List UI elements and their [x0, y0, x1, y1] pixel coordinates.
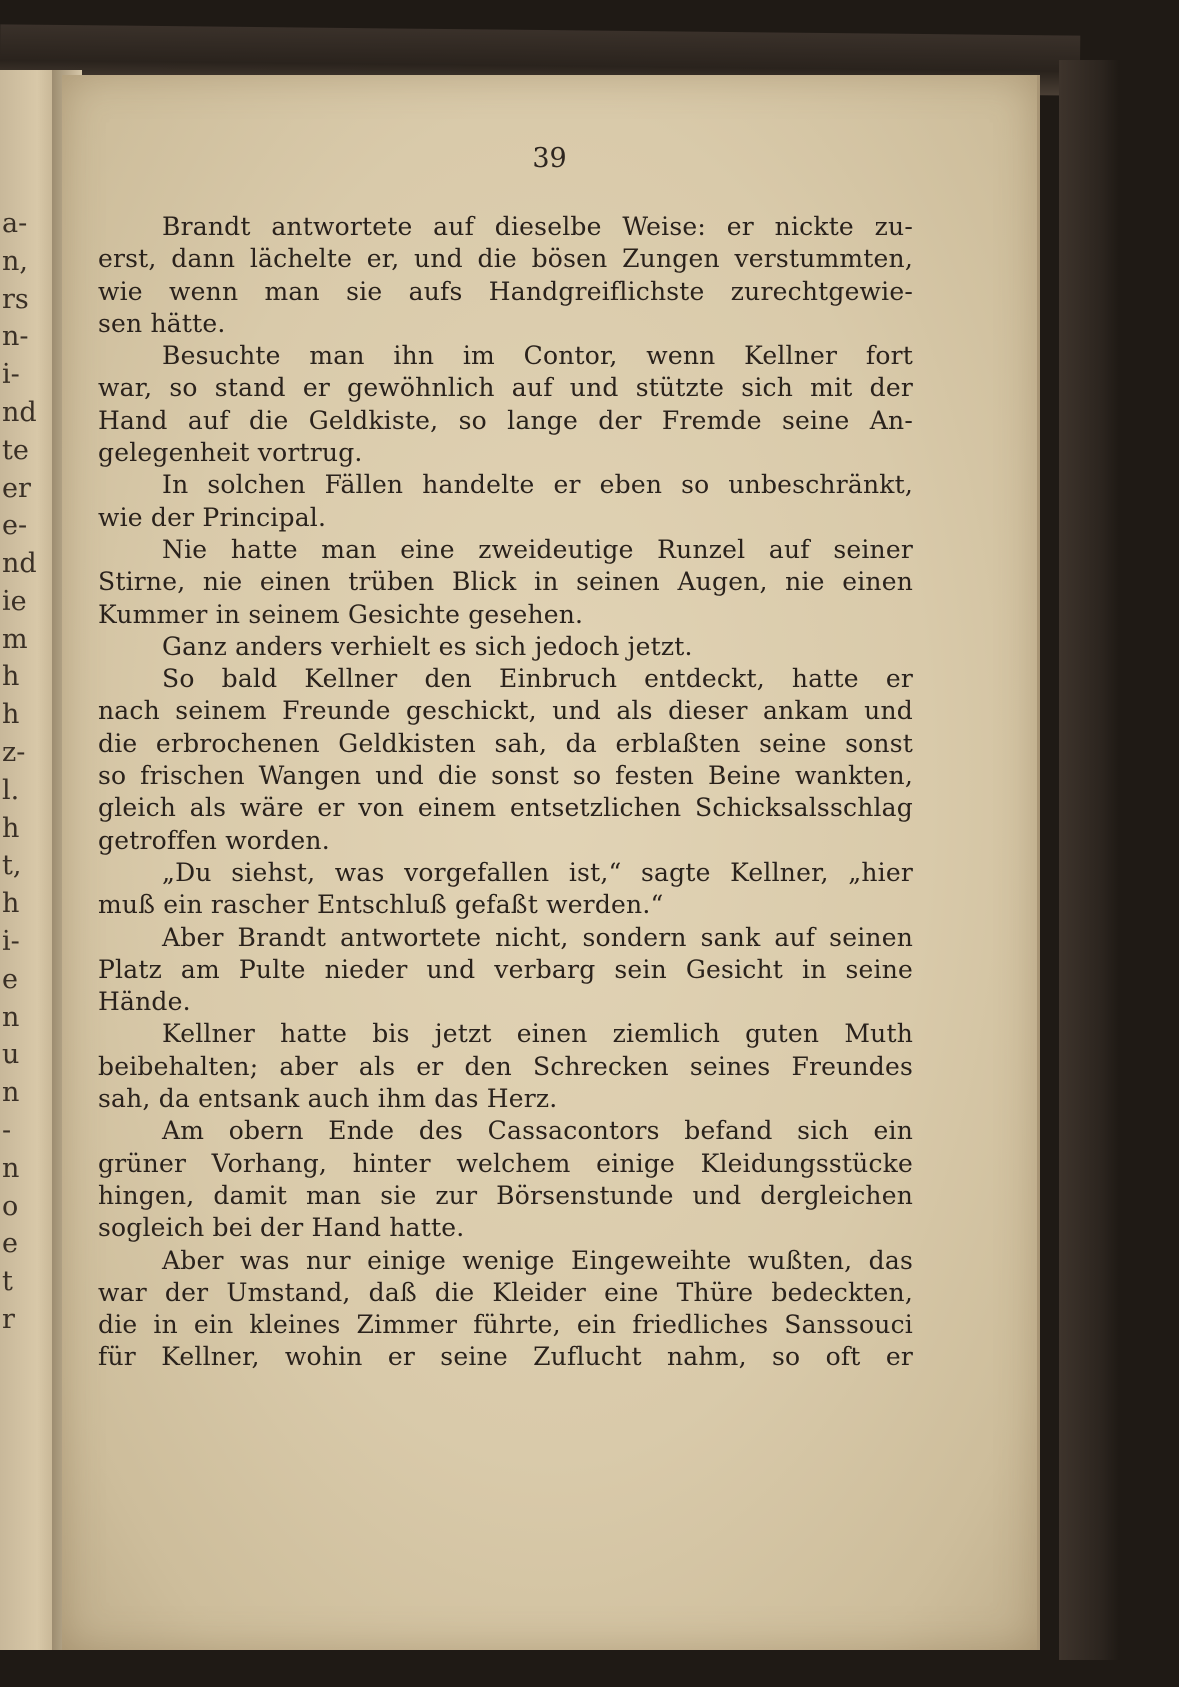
text-line: beibehalten; aber als er den Schrecken seines Freundes: [98, 1051, 913, 1081]
previous-page-fragment: ie: [2, 585, 27, 617]
text-line: sah, da entsank auch ihm das Herz.: [98, 1084, 558, 1114]
book-page: [62, 75, 1040, 1650]
text-line: Stirne, nie einen trüben Blick in seinen Augen, nie einen: [98, 567, 913, 597]
text-line: Kellner hatte bis jetzt einen ziemlich guten Muth: [162, 1019, 913, 1049]
text-line: sogleich bei der Hand hatte.: [98, 1213, 465, 1243]
previous-page-fragment: n: [2, 1077, 20, 1109]
previous-page-fragment: te: [2, 434, 29, 466]
text-line: hingen, damit man sie zur Börsenstunde und dergleichen: [98, 1180, 913, 1210]
text-line: die erbrochenen Geldkisten sah, da erblaßten seine sonst: [98, 728, 913, 758]
text-line: war, so stand er gewöhnlich auf und stützte sich mit der: [98, 373, 913, 403]
text-line: wie wenn man sie aufs Handgreiflichste zurechtgewie-: [98, 276, 913, 306]
text-line: Platz am Pulte nieder und verbarg sein Gesicht in seine: [98, 954, 913, 984]
text-line: Am obern Ende des Cassacontors befand sich ein: [162, 1116, 913, 1146]
text-line: getroffen worden.: [98, 825, 330, 855]
previous-page-fragment: z-: [2, 737, 26, 769]
previous-page-fragment: n: [2, 1152, 20, 1184]
previous-page-fragment: i-: [2, 926, 20, 958]
previous-page-fragment: h: [2, 661, 20, 693]
previous-page-fragment: t: [2, 1266, 13, 1298]
previous-page-fragment: r: [2, 1303, 15, 1335]
previous-page-fragment: -: [2, 1114, 12, 1146]
book-cover-right-edge: [1059, 60, 1119, 1660]
text-line: Kummer in seinem Gesichte gesehen.: [98, 599, 584, 629]
text-line: sen hätte.: [98, 308, 226, 338]
previous-page-fragment: l.: [2, 774, 20, 806]
text-line: grüner Vorhang, hinter welchem einige Kleidungsstücke: [98, 1148, 913, 1178]
previous-page-fragment: i-: [2, 359, 20, 391]
text-line: so frischen Wangen und die sonst so festen Beine wankten,: [98, 761, 913, 791]
previous-page-fragment: e-: [2, 510, 28, 542]
text-line: wie der Principal.: [98, 502, 327, 532]
text-line: muß ein rascher Entschluß gefaßt werden.“: [98, 890, 664, 920]
previous-page-fragment: rs: [2, 283, 29, 315]
previous-page-fragment: n-: [2, 321, 29, 353]
text-line: für Kellner, wohin er seine Zuflucht nahm, so oft er: [98, 1342, 913, 1372]
page-text: [98, 211, 913, 1374]
text-line: Hände.: [98, 987, 191, 1017]
previous-page-fragment: e: [2, 963, 18, 995]
text-line: Aber Brandt antwortete nicht, sondern sank auf seinen: [162, 922, 913, 952]
previous-page-fragment: nd: [2, 396, 37, 428]
text-line: In solchen Fällen handelte er eben so unbeschränkt,: [162, 470, 913, 500]
previous-page-fragment: t,: [2, 850, 22, 882]
text-line: Aber was nur einige wenige Eingeweihte wußten, das: [162, 1245, 913, 1275]
text-line: Besuchte man ihn im Contor, wenn Kellner fort: [162, 341, 913, 371]
text-line: nach seinem Freunde geschickt, und als dieser ankam und: [98, 696, 913, 726]
previous-page-fragment: a-: [2, 208, 28, 239]
text-line: war der Umstand, daß die Kleider eine Thüre bedeckten,: [98, 1277, 913, 1307]
previous-page-fragment: o: [2, 1190, 19, 1222]
text-line: „Du siehst, was vorgefallen ist,“ sagte Kellner, „hier: [162, 857, 913, 887]
previous-page-fragment: h: [2, 812, 20, 844]
previous-page-fragment: n: [2, 1001, 20, 1033]
previous-page-fragment: er: [2, 472, 31, 504]
previous-page-fragment: h: [2, 699, 20, 731]
previous-page-fragment: nd: [2, 548, 37, 580]
previous-page-fragment: h: [2, 888, 20, 920]
text-line: Hand auf die Geldkiste, so lange der Fremde seine An-: [98, 405, 913, 435]
text-line: Nie hatte man eine zweideutige Runzel auf seiner: [162, 534, 913, 564]
text-line: Brandt antwortete auf dieselbe Weise: er nickte zu-: [162, 212, 913, 241]
text-line: die in ein kleines Zimmer führte, ein friedliches Sanssouci: [98, 1310, 913, 1340]
previous-page-fragment: u: [2, 1039, 20, 1071]
text-line: gleich als wäre er von einem entsetzlichen Schicksalsschlag: [98, 793, 913, 823]
previous-page-fragment: n,: [2, 245, 28, 277]
text-line: Ganz anders verhielt es sich jedoch jetzt.: [162, 631, 693, 661]
text-line: So bald Kellner den Einbruch entdeckt, hatte er: [162, 664, 913, 694]
text-line: erst, dann lächelte er, und die bösen Zungen verstummten,: [98, 244, 913, 274]
text-line: gelegenheit vortrug.: [98, 438, 363, 468]
previous-page-fragment: m: [2, 623, 28, 655]
page-number: 39: [532, 143, 567, 174]
previous-page-fragment: e: [2, 1228, 18, 1260]
